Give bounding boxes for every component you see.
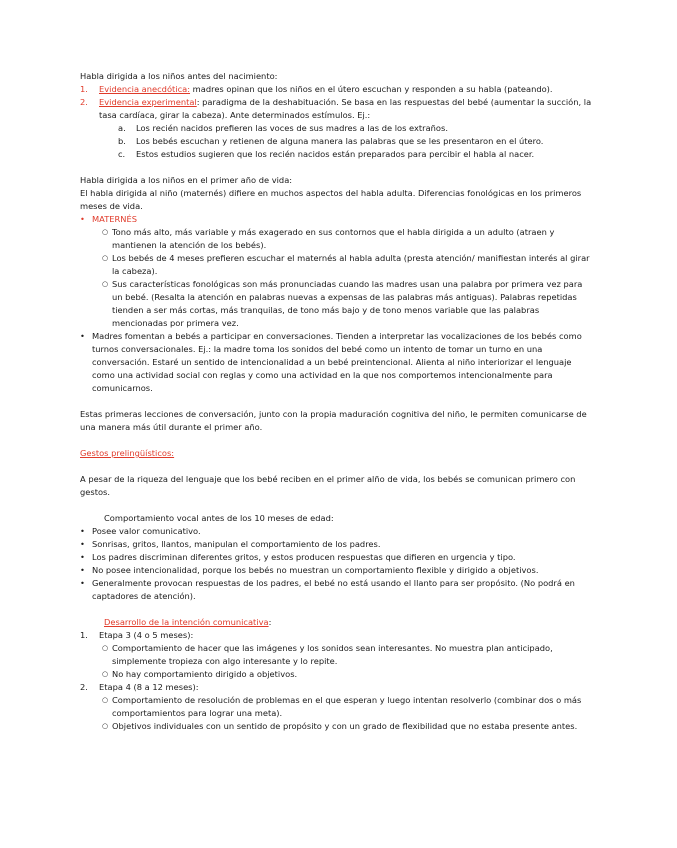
circle-bullet-icon: ○ xyxy=(102,280,109,288)
bullet-text: Posee valor comunicativo. xyxy=(92,526,201,536)
sub-text: Los bebés escuchan y retienen de alguna manera las palabras que se les presentaron en el útero. xyxy=(136,136,544,146)
stage-item-1 xyxy=(80,629,595,642)
circle-item xyxy=(80,668,595,681)
sub-text: Los recién nacidos prefieren las voces de sus madres a las de los extraños. xyxy=(136,123,448,133)
circle-text: Objetivos individuales con un sentido de propósito y con un grado de flexibilidad que no estaba presente antes. xyxy=(112,721,578,731)
bullet-item xyxy=(80,525,595,538)
section-title-prenatal: Habla dirigida a los niños antes del nacimiento: xyxy=(80,71,278,81)
sub-item-b xyxy=(80,135,595,148)
sub-text: Estos estudios sugieren que los recién nacidos están preparados para percibir el habla al nacer. xyxy=(136,149,535,159)
sub-item-c xyxy=(80,148,595,161)
sub-letter: c. xyxy=(118,149,126,159)
list-item-2 xyxy=(80,96,595,122)
heading-colon: : xyxy=(268,617,272,627)
bullet-dot-icon: • xyxy=(80,331,85,341)
bullet-dot-icon: • xyxy=(80,578,85,588)
bullet-text: MATERNÉS xyxy=(92,214,137,224)
circle-bullet-icon: ○ xyxy=(102,254,109,262)
circle-bullet-icon: ○ xyxy=(102,644,109,652)
circle-bullet-icon: ○ xyxy=(102,696,109,704)
stage-number: 1. xyxy=(80,630,88,640)
term-anecdotal: Evidencia anecdótica: xyxy=(99,84,191,94)
stage-number: 2. xyxy=(80,682,88,692)
circle-item xyxy=(80,720,595,733)
circle-text: Tono más alto, más variable y más exagerado en sus contornos que el habla dirigida a un adulto (atraen y mantienen la atención de los bebés). xyxy=(112,227,555,250)
term-experimental: Evidencia experimental xyxy=(99,97,197,107)
circle-text: No hay comportamiento dirigido a objetivos. xyxy=(112,669,298,679)
bullet-item xyxy=(80,564,595,577)
section-title-first-year: Habla dirigida a los niños en el primer año de vida: xyxy=(80,175,293,185)
circle-item xyxy=(80,278,595,330)
bullet-item xyxy=(80,538,595,551)
bullet-conversation xyxy=(80,330,595,395)
list-text: : paradigma de la deshabituación. Se basa en las respuestas del bebé (aumentar la succión, la tasa cardíaca, girar la cabeza). Ante determinados estímulos. Ej.: xyxy=(99,97,592,120)
paragraph-closing: Estas primeras lecciones de conversación, junto con la propia maduración cognitiva del niño, le permiten comunicarse de una manera más útil durante el primer año. xyxy=(80,409,587,432)
bullet-dot-icon: • xyxy=(80,526,85,536)
document-page xyxy=(80,70,595,733)
section-heading-intention xyxy=(80,616,595,629)
list-item-1 xyxy=(80,83,595,96)
stage-title: Etapa 3 (4 o 5 meses): xyxy=(99,630,194,640)
circle-bullet-icon: ○ xyxy=(102,722,109,730)
bullet-dot-icon: • xyxy=(80,539,85,549)
section-heading-gestures: Gestos prelingüísticos: xyxy=(80,448,175,458)
circle-text: Comportamiento de hacer que las imágenes y los sonidos sean interesantes. No muestra plan anticipado, simplemente tropieza con algo interesante y lo repite. xyxy=(112,643,553,666)
circle-item xyxy=(80,252,595,278)
paragraph-intro: El habla dirigida al niño (maternés) difiere en muchos aspectos del habla adulta. Diferencias fonológicas en los primeros meses de vida. xyxy=(80,188,582,211)
paragraph-gestures-intro: A pesar de la riqueza del lenguaje que los bebé reciben en el primer alño de vida, los bebés se comunican primero con gestos. xyxy=(80,474,576,497)
bullet-dot-icon: • xyxy=(80,214,85,224)
bullet-item xyxy=(80,551,595,564)
circle-text: Comportamiento de resolución de problemas en el que esperan y luego intentan resolverlo (combinar dos o más comportamientos para lograr una meta). xyxy=(112,695,582,718)
bullet-text: Sonrisas, gritos, llantos, manipulan el comportamiento de los padres. xyxy=(92,539,381,549)
circle-item xyxy=(80,226,595,252)
circle-text: Los bebés de 4 meses prefieren escuchar el maternés al habla adulta (presta atención/ manifiestan interés al girar la cabeza). xyxy=(112,253,590,276)
bullet-item xyxy=(80,577,595,603)
list-number: 2. xyxy=(80,97,88,107)
list-number: 1. xyxy=(80,84,88,94)
bullet-dot-icon: • xyxy=(80,565,85,575)
sub-letter: a. xyxy=(118,123,126,133)
sub-item-a xyxy=(80,122,595,135)
bullet-text: Generalmente provocan respuestas de los padres, el bebé no está usando el llanto para ser propósito. (No podrá en captadores de atención). xyxy=(92,578,575,601)
heading-text: Desarrollo de la intención comunicativa xyxy=(104,617,269,627)
sub-letter: b. xyxy=(118,136,126,146)
stage-title: Etapa 4 (8 a 12 meses): xyxy=(99,682,199,692)
bullet-dot-icon: • xyxy=(80,552,85,562)
stage-item-2 xyxy=(80,681,595,694)
bullet-text: Madres fomentan a bebés a participar en conversaciones. Tienden a interpretar las vocalizaciones de los bebés como turnos conversacionales. Ej.: la madre toma los sonidos del bebé como un intento de tomar un turno en una conversación. Estaré un sentido de intencionalidad a un bebé preintencional. Alienta al niño interiorizar el lenguaje como una actividad social con reglas y como una actividad en la que nos comportemos intencionalmente para comunicarnos. xyxy=(92,331,582,393)
bullet-text: Los padres discriminan diferentes gritos, y estos producen respuestas que difieren en urgencia y tipo. xyxy=(92,552,516,562)
circle-bullet-icon: ○ xyxy=(102,228,109,236)
circle-item xyxy=(80,694,595,720)
circle-bullet-icon: ○ xyxy=(102,670,109,678)
bullet-maternes xyxy=(80,213,595,226)
sub-heading-vocal: Comportamiento vocal antes de los 10 meses de edad: xyxy=(104,513,334,523)
circle-item xyxy=(80,642,595,668)
circle-text: Sus características fonológicas son más pronunciadas cuando las madres usan una palabra por primera vez para un bebé. (Resalta la atención en palabras nuevas a expensas de las palabras más antiguas). Palabras repetidas tienden a ser más cortas, más tranquilas, de tono más bajo y de tono menos variable que las palabras mencionadas por primera vez. xyxy=(112,279,583,328)
bullet-text: No posee intencionalidad, porque los bebés no muestran un comportamiento flexible y dirigido a objetivos. xyxy=(92,565,539,575)
list-text: madres opinan que los niños en el útero escuchan y responden a su habla (pateando). xyxy=(190,84,553,94)
